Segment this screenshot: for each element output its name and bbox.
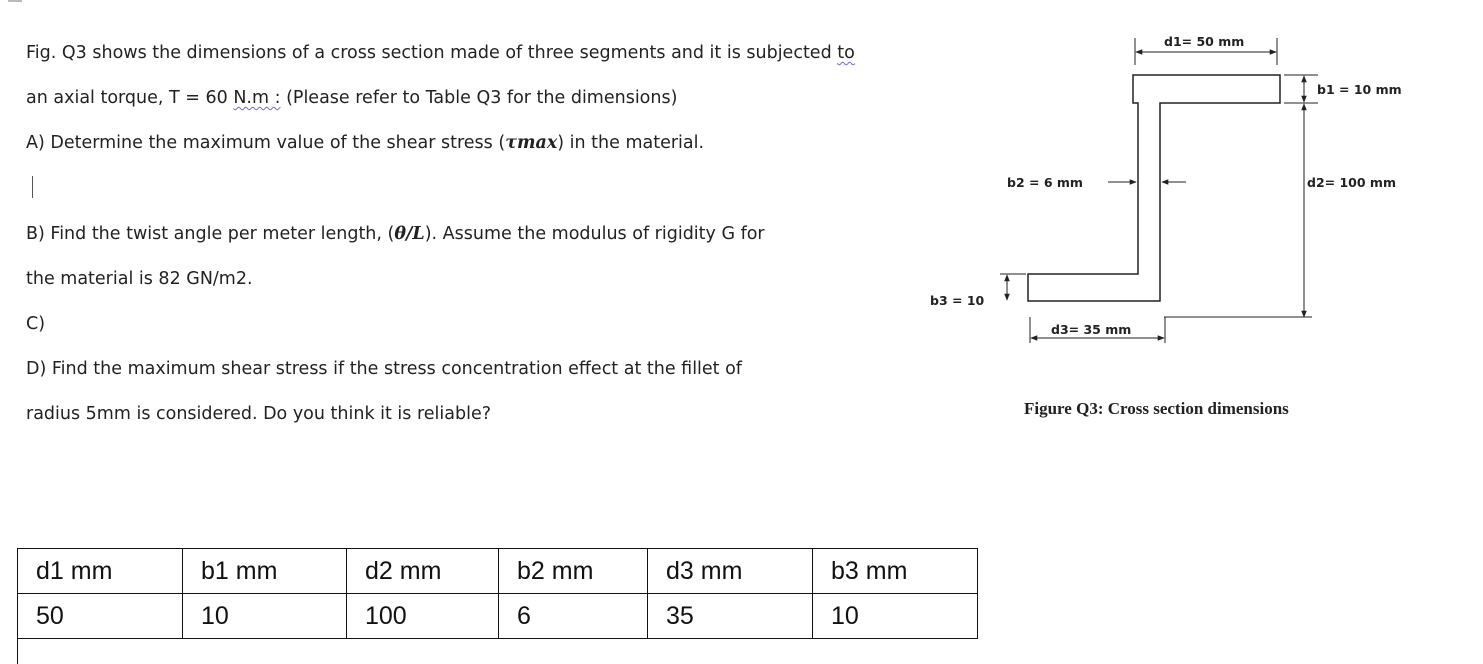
- value-b3: 10: [813, 594, 978, 639]
- text-cursor[interactable]: [32, 176, 33, 198]
- part-b-text-end: ). Assume the modulus of rigidity G for: [424, 224, 765, 244]
- part-b-line-2: the material is 82 GN/m2.: [26, 269, 253, 289]
- part-b-text: B) Find the twist angle per meter length, (: [26, 224, 395, 244]
- part-d-line-2: radius 5mm is considered. Do you think it is reliable?: [26, 404, 492, 424]
- part-d-line-1: D) Find the maximum shear stress if the stress concentration effect at the fillet of: [26, 359, 742, 379]
- header-b1: b1 mm: [183, 549, 347, 594]
- b1-label: b1 = 10 mm: [1317, 82, 1402, 97]
- question-line-1-text: Fig. Q3 shows the dimensions of a cross section made of three segments and it is subjected: [26, 43, 838, 63]
- value-d1: 50: [18, 594, 183, 639]
- dimensions-table: [17, 548, 978, 639]
- part-a-text-end: ) in the material.: [557, 133, 705, 153]
- part-a-text: A) Determine the maximum value of the shear stress (: [26, 133, 506, 153]
- figure-caption: Figure Q3: Cross section dimensions: [1024, 399, 1289, 418]
- theta-over-l-symbol: θ/L: [394, 224, 425, 244]
- header-b3: b3 mm: [813, 549, 978, 594]
- table-header-row: [18, 549, 978, 594]
- part-c: C): [26, 314, 46, 334]
- d2-label: d2= 100 mm: [1307, 175, 1396, 190]
- question-line-2: [26, 88, 677, 108]
- table-value-row: [18, 594, 978, 639]
- value-b2: 6: [499, 594, 648, 639]
- d1-label: d1= 50 mm: [1164, 34, 1245, 49]
- part-b-line-1: [26, 224, 765, 244]
- value-d3: 35: [648, 594, 813, 639]
- part-a: [26, 133, 704, 153]
- value-b1: 10: [183, 594, 347, 639]
- table-border-continuation: [17, 638, 18, 664]
- tau-max-symbol: τmax: [505, 133, 558, 153]
- b3-label: b3 = 10: [930, 293, 985, 308]
- question-line-1-tail: to: [837, 43, 855, 63]
- b2-label: b2 = 6 mm: [1007, 175, 1083, 190]
- table-reference-text: (Please refer to Table Q3 for the dimensions): [280, 88, 678, 108]
- cross-section-drawing: [920, 25, 1440, 355]
- torque-text: an axial torque, T = 60: [26, 88, 234, 108]
- page-corner-mark: [8, 0, 22, 2]
- header-b2: b2 mm: [499, 549, 648, 594]
- d3-label: d3= 35 mm: [1051, 322, 1132, 337]
- header-d2: d2 mm: [347, 549, 499, 594]
- question-line-1: [26, 43, 855, 63]
- header-d1: d1 mm: [18, 549, 183, 594]
- value-d2: 100: [347, 594, 499, 639]
- cross-section-figure: [920, 25, 1440, 355]
- header-d3: d3 mm: [648, 549, 813, 594]
- torque-unit: N.m :: [233, 88, 281, 108]
